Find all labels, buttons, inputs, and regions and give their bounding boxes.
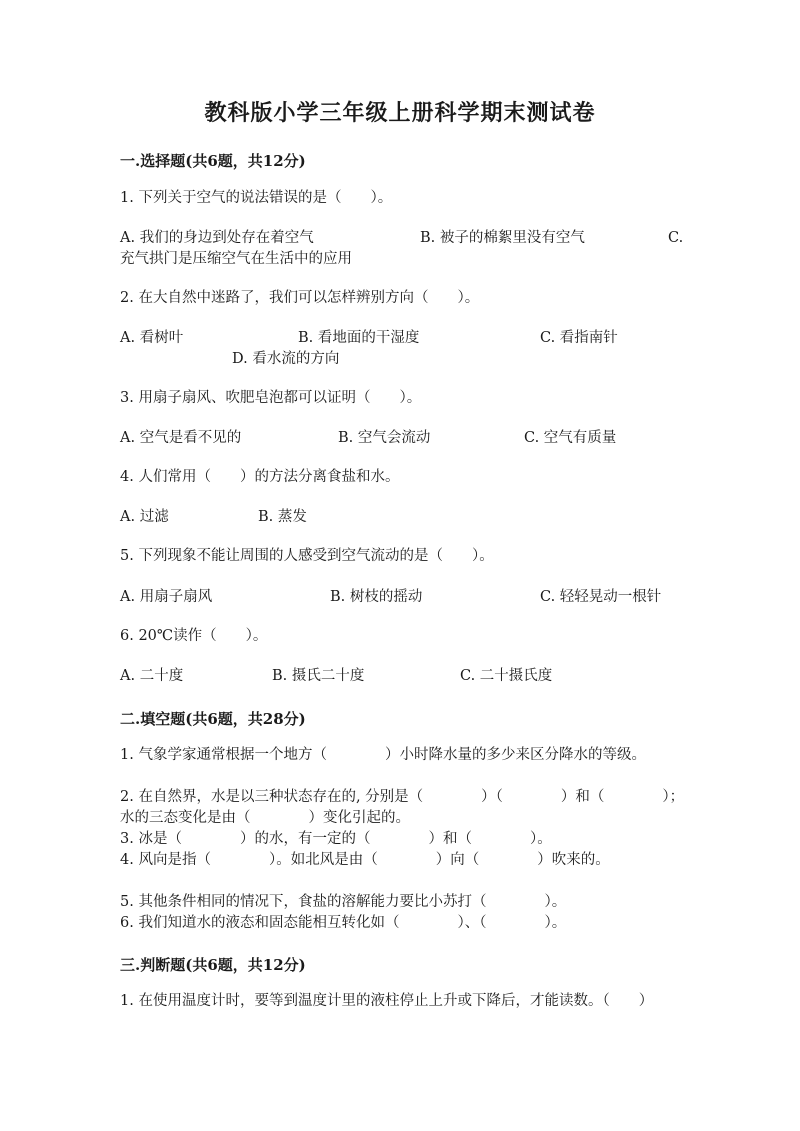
option-c: C. 空气有质量 [524,430,617,446]
option-b: B. 看地面的干湿度 [298,330,420,346]
question-stem: 6. 20℃读作（ ）。 [120,628,268,644]
option-a: A. 空气是看不见的 [120,430,242,446]
option-d: D. 看水流的方向 [232,351,340,367]
option-c-label: C. [668,230,684,246]
judge-item: 1. 在使用温度计时，要等到温度计里的液柱停止上升或下降后，才能读数。（ ） [120,993,654,1009]
option-b: B. 被子的棉絮里没有空气 [420,230,585,246]
option-b: B. 蒸发 [258,509,307,525]
fill-item: 4. 风向是指（ ）。如北风是由（ ）向（ ）吹来的。 [120,852,610,868]
option-a: A. 我们的身边到处存在着空气 [120,230,314,246]
fill-item: 6. 我们知道水的液态和固态能相互转化如（ ）、（ ）。 [120,915,567,931]
question-stem: 1. 下列关于空气的说法错误的是（ ）。 [120,190,393,206]
fill-item: 3. 冰是（ ）的水，有一定的（ ）和（ ）。 [120,831,552,847]
section-heading-choice: 一.选择题(共6题，共12分) [120,152,306,170]
question-stem: 4. 人们常用（ ）的方法分离食盐和水。 [120,469,400,485]
option-b: B. 空气会流动 [338,430,431,446]
question-stem: 2. 在大自然中迷路了，我们可以怎样辨别方向（ ）。 [120,290,480,306]
option-a: A. 二十度 [120,668,184,684]
option-c: C. 轻轻晃动一根针 [540,589,662,605]
option-c: C. 二十摄氏度 [460,668,553,684]
option-b: B. 摄氏二十度 [272,668,365,684]
option-c-text: 充气拱门是压缩空气在生活中的应用 [120,251,352,267]
option-a: A. 看树叶 [120,330,184,346]
option-b: B. 树枝的摇动 [330,589,423,605]
option-a: A. 用扇子扇风 [120,589,213,605]
fill-item: 1. 气象学家通常根据一个地方（ ）小时降水量的多少来区分降水的等级。 [120,747,646,763]
section-heading-judge: 三.判断题(共6题，共12分) [120,956,306,974]
fill-item: 2. 在自然界，水是以三种状态存在的, 分别是（ ）（ ）和（ ）；水的三态变化是由（ ）变化引起的。 [120,789,685,826]
fill-item: 5. 其他条件相同的情况下，食盐的溶解能力要比小苏打（ ）。 [120,894,567,910]
option-c: C. 看指南针 [540,330,618,346]
section-heading-fill: 二.填空题(共6题，共28分) [120,710,306,728]
page-title: 教科版小学三年级上册科学期末测试卷 [204,100,596,126]
question-stem: 5. 下列现象不能让周围的人感受到空气流动的是（ ）。 [120,548,494,564]
question-stem: 3. 用扇子扇风、吹肥皂泡都可以证明（ ）。 [120,390,422,406]
option-a: A. 过滤 [120,509,169,525]
